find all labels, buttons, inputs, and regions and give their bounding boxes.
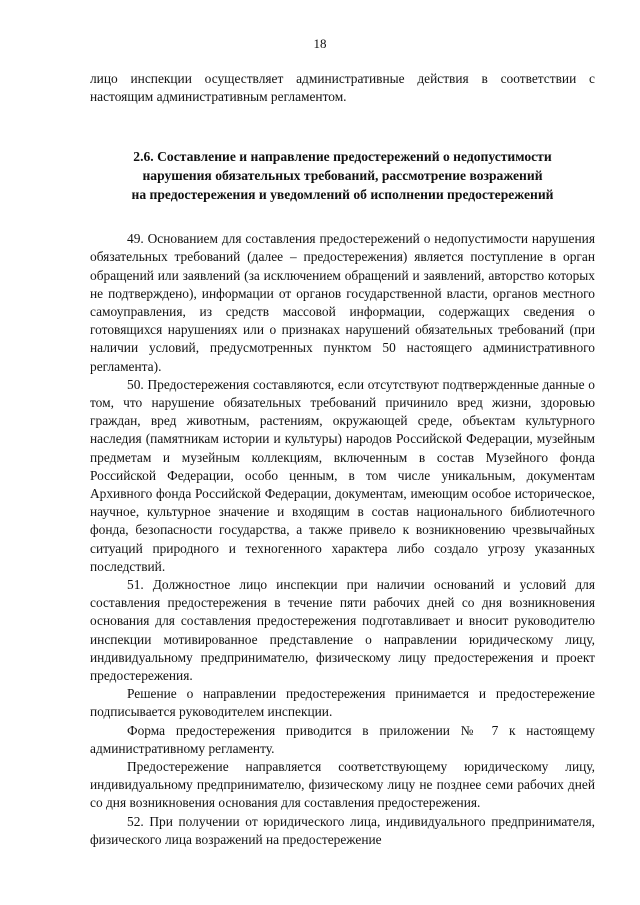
- page-number: 18: [313, 36, 327, 51]
- section-heading-line-1: 2.6. Составление и направление предостережений о недопустимости: [133, 149, 552, 165]
- paragraph-49: 49. Основанием для составления предостережений о недопустимости нарушения обязательных требований (далее – предостережения) является поступление в орган обращений или заявлений (за исключением обращений и заявлений, авторство которых не подтверждено), информации от органов государственной власти, органов местного самоуправления, из средств массовой информации, содержащих сведения о готовящихся нарушениях или о признаках нарушений обязательных требований (при наличии условий, предусмотренных пунктом 50 настоящего административного регламента).: [90, 231, 595, 374]
- section-heading: [90, 148, 595, 204]
- section-heading-line-2: нарушения обязательных требований, рассмотрение возражений: [142, 168, 543, 183]
- paragraph-decision: Решение о направлении предостережения принимается и предостережение подписывается руководителем инспекции.: [90, 686, 595, 720]
- paragraph-delivery: Предостережение направляется соответствующему юридическому лицу, индивидуальному предпринимателю, физическому лицу не позднее семи рабочих дней со дня возникновения основания для составления предостережения.: [90, 759, 595, 811]
- document-body: [90, 70, 595, 849]
- continuation-paragraph: лицо инспекции осуществляет административные действия в соответствии с настоящим административным регламентом.: [90, 71, 595, 105]
- paragraph-form: Форма предостережения приводится в приложении № 7 к настоящему административному регламенту.: [90, 722, 595, 756]
- paragraph-51: 51. Должностное лицо инспекции при наличии оснований и условий для составления предостережения в течение пяти рабочих дней со дня возникновения основания для составления предостережения подготавливает и вносит руководителю инспекции мотивированное представление о направлении юридическому лицу, индивидуальному предпринимателю, физическому лицу предостережения и проект предостережения.: [90, 577, 595, 684]
- paragraph-52: 52. При получении от юридического лица, индивидуального предпринимателя, физического лица возражений на предостережение: [90, 813, 595, 847]
- paragraph-50: 50. Предостережения составляются, если отсутствуют подтвержденные данные о том, что нарушение обязательных требований причинило вред жизни, здоровью граждан, вред животным, растениям, окружающей среде, объектам культурного наследия (памятникам истории и культуры) народов Российской Федерации, музейным предметам и музейным коллекциям, включенным в состав Музейного фонда Российской Федерации, особо ценным, в том числе уникальным, документам Архивного фонда Российской Федерации, документам, имеющим особое историческое, научное, культурное значение и входящим в состав национального библиотечного фонда, безопасности государства, а также привело к возникновению чрезвычайных ситуаций природного и техногенного характера либо создало угрозу указанных последствий.: [90, 376, 595, 574]
- section-heading-line-3: на предостережения и уведомлений об исполнении предостережений: [131, 186, 554, 202]
